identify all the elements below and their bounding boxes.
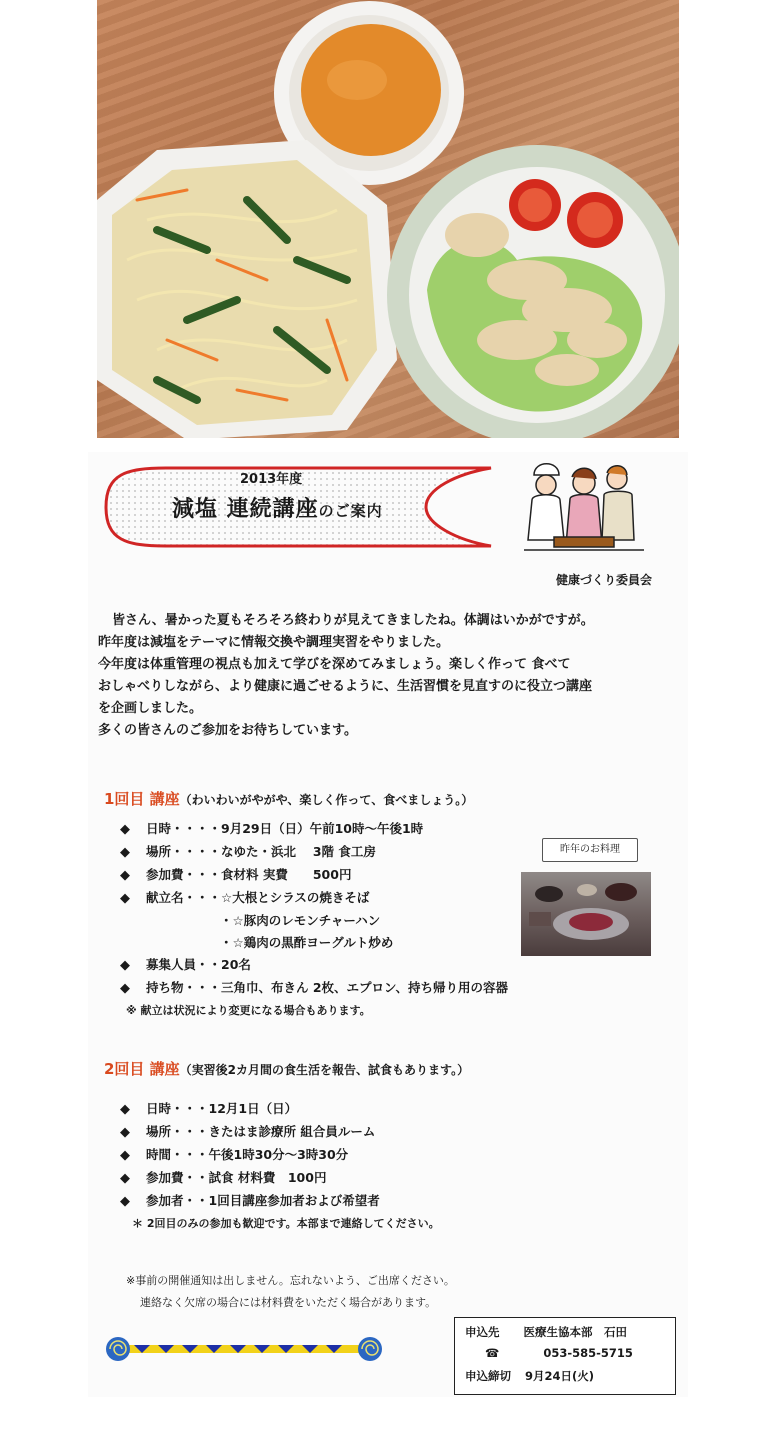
food-illustration bbox=[97, 0, 679, 438]
notice-line: ※事前の開催通知は出しません。忘れないよう、ご出席ください。 bbox=[126, 1274, 455, 1287]
diamond-bullet-icon: ◆ bbox=[120, 1148, 130, 1163]
list-item bbox=[120, 954, 508, 977]
diamond-bullet-icon: ◆ bbox=[120, 1194, 130, 1209]
session2-participants: 参加者・・1回目講座参加者および希望者 bbox=[146, 1193, 380, 1208]
intro-line: おしゃべりしながら、より健康に過ごせるように、生活習慣を見直すのに役立つ講座 bbox=[98, 679, 593, 694]
session1-fee: 参加費・・・食材料 実費 500円 bbox=[146, 867, 352, 882]
intro-line: 今年度は体重管理の視点も加えて学びを深めてみましょう。楽しく作って 食べて bbox=[98, 657, 571, 672]
list-item bbox=[120, 841, 508, 864]
session1-menu-2: ・☆豚肉のレモンチャーハン bbox=[220, 913, 381, 928]
session2-details bbox=[120, 1098, 440, 1235]
year-label: 2013年度 bbox=[240, 472, 303, 487]
list-item bbox=[120, 818, 508, 841]
telephone-icon: ☎ bbox=[485, 1346, 500, 1360]
list-item bbox=[120, 1098, 440, 1121]
session1-heading bbox=[104, 788, 473, 809]
session2-place: 場所・・・きたはま診療所 組合員ルーム bbox=[146, 1124, 376, 1139]
past-dish-label: 昨年のお料理 bbox=[542, 838, 638, 862]
deadline-label: 申込締切 bbox=[465, 1369, 511, 1383]
diamond-bullet-icon: ◆ bbox=[120, 822, 130, 837]
diamond-bullet-icon: ◆ bbox=[120, 868, 130, 883]
list-item bbox=[120, 977, 508, 1000]
contact-phone-row bbox=[485, 1346, 633, 1360]
intro-line: 昨年度は減塩をテーマに情報交換や調理実習をやりました。 bbox=[98, 635, 450, 650]
deadline-date: 9月24日(火) bbox=[525, 1369, 595, 1383]
session2-title: 2回目 講座 bbox=[104, 1060, 180, 1078]
session2-date: 日時・・・12月1日（日） bbox=[146, 1101, 298, 1116]
past-dish-illustration bbox=[521, 872, 651, 956]
session1-subtitle: （わいわいがやがや、楽しく作って、食べましょう。） bbox=[179, 793, 474, 807]
title-suffix: のご案内 bbox=[318, 502, 383, 520]
session2-time: 時間・・・午後1時30分～3時30分 bbox=[146, 1147, 349, 1162]
session1-title: 1回目 講座 bbox=[104, 790, 180, 808]
diamond-bullet-icon: ◆ bbox=[120, 1171, 130, 1186]
list-item bbox=[120, 1144, 440, 1167]
phone-number[interactable]: 053-585-5715 bbox=[543, 1346, 633, 1360]
intro-line: を企画しました。 bbox=[98, 701, 203, 716]
apply-label: 申込先 bbox=[465, 1325, 500, 1339]
session1-date: 日時・・・・9月29日（日）午前10時～午後1時 bbox=[146, 821, 424, 836]
diamond-bullet-icon: ◆ bbox=[120, 891, 130, 906]
past-dish-photo bbox=[521, 872, 651, 956]
session1-place: 場所・・・・なゆた・浜北 3階 食工房 bbox=[146, 844, 376, 859]
decorative-border bbox=[104, 1336, 384, 1362]
organizer-label: 健康づくり委員会 bbox=[556, 573, 653, 587]
diamond-bullet-icon: ◆ bbox=[120, 958, 130, 973]
session2-heading bbox=[104, 1058, 469, 1079]
session2-fee: 参加費・・試食 材料費 100円 bbox=[146, 1170, 327, 1185]
intro-line: 皆さん、暑かった夏もそろそろ終わりが見えてきましたね。体調はいかがですが。 bbox=[112, 613, 594, 628]
page-title bbox=[172, 492, 383, 523]
session1-capacity: 募集人員・・20名 bbox=[146, 957, 251, 972]
session1-bring: 持ち物・・・三角巾、布きん 2枚、エプロン、持ち帰り用の容器 bbox=[146, 980, 509, 995]
session1-menu: 献立名・・・☆大根とシラスの焼きそば bbox=[146, 890, 370, 905]
list-item bbox=[120, 887, 508, 910]
title-main: 減塩 連続講座 bbox=[172, 496, 319, 522]
intro-line: 多くの皆さんのご参加をお待ちしています。 bbox=[98, 723, 357, 738]
intro-text bbox=[98, 610, 668, 742]
diamond-bullet-icon: ◆ bbox=[120, 1125, 130, 1140]
notice-text bbox=[126, 1270, 455, 1314]
cooking-people-illustration bbox=[524, 455, 644, 560]
session2-note: ＊ 2回目のみの参加も歓迎です。本部まで連絡してください。 bbox=[132, 1217, 440, 1230]
list-item bbox=[120, 1167, 440, 1190]
diamond-bullet-icon: ◆ bbox=[120, 845, 130, 860]
session1-note: ※ 献立は状況により変更になる場合もあります。 bbox=[126, 1004, 371, 1017]
diamond-bullet-icon: ◆ bbox=[120, 1102, 130, 1117]
list-item bbox=[120, 864, 508, 887]
contact-box bbox=[454, 1317, 676, 1395]
session1-details bbox=[120, 818, 508, 1022]
list-item bbox=[120, 1190, 440, 1213]
contact-deadline-row bbox=[465, 1368, 594, 1384]
list-item bbox=[120, 1121, 440, 1144]
diamond-bullet-icon: ◆ bbox=[120, 981, 130, 996]
contact-apply-row bbox=[465, 1324, 627, 1340]
session1-menu-3: ・☆鶏肉の黒酢ヨーグルト炒め bbox=[220, 935, 394, 950]
apply-to: 医療生協本部 石田 bbox=[523, 1325, 628, 1339]
food-photo bbox=[97, 0, 679, 438]
notice-line: 連絡なく欠席の場合には材料費をいただく場合があります。 bbox=[140, 1296, 437, 1309]
session2-subtitle: （実習後2カ月間の食生活を報告、試食もあります。） bbox=[179, 1063, 470, 1077]
